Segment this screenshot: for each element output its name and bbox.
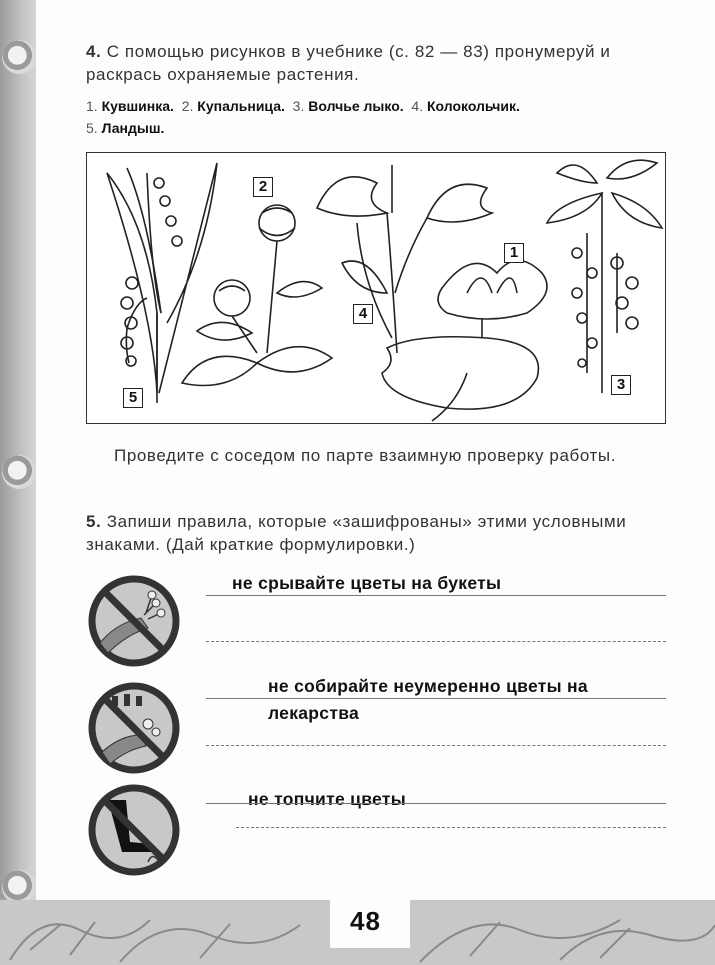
plant-label-1: 1 — [504, 243, 524, 263]
binder-ring — [2, 455, 36, 489]
answer-3-line-1: не топчите цветы — [248, 789, 406, 809]
peer-check-text: Проведите с соседом по парте взаимную проверку работы. — [114, 446, 617, 465]
task-5-text — [86, 510, 666, 556]
protected-plants-list — [86, 95, 666, 139]
answer-line — [206, 698, 666, 699]
binder-ring — [2, 40, 36, 74]
plant-number: 3. — [292, 98, 305, 114]
task-4-instruction: С помощью рисунков в учебнике (с. 82 — 83) пронумеруй и раскрась охраняемые растения. — [86, 42, 611, 84]
answer-2-line-2: лекарства — [268, 703, 360, 723]
plant-number: 1. — [86, 98, 98, 114]
plant-number: 5. — [86, 120, 98, 136]
binder-ring — [2, 870, 36, 904]
answer-1-line-1: не срывайте цветы на букеты — [232, 573, 502, 593]
task-4-text — [86, 40, 666, 86]
water-lily-drawing — [382, 261, 547, 422]
no-picking-bouquets-icon — [86, 573, 182, 669]
answer-line — [236, 827, 666, 828]
plants-illustration — [86, 152, 666, 424]
plant-name: Купальница. — [197, 98, 285, 114]
task-5-instruction: Запиши правила, которые «зашифрованы» этими условными знаками. (Дай краткие формулировки.) — [86, 512, 627, 554]
plant-number: 2. — [181, 98, 194, 114]
plant-number: 4. — [411, 98, 424, 114]
plant-name: Колокольчик. — [427, 98, 520, 114]
answer-line — [206, 803, 666, 804]
answer-2-line-1: не собирайте неумеренно цветы на — [268, 676, 588, 696]
bellflower-drawing — [317, 165, 492, 353]
answer-line — [206, 641, 666, 642]
daphne-drawing — [547, 160, 662, 393]
task-5-number: 5. — [86, 512, 102, 531]
plant-name: Кувшинка. — [101, 98, 174, 114]
plant-label-5: 5 — [123, 388, 143, 408]
plant-label-2: 2 — [253, 177, 273, 197]
plant-label-3: 3 — [611, 375, 631, 395]
plant-label-4: 4 — [353, 304, 373, 324]
plant-name: Волчье лыко. — [308, 98, 404, 114]
answer-line — [206, 745, 666, 746]
answer-line — [206, 595, 666, 596]
no-collecting-medicinal-flowers-icon — [86, 680, 182, 776]
page-number: 48 — [350, 906, 381, 936]
task-4-number: 4. — [86, 42, 102, 61]
lily-of-the-valley-drawing — [107, 163, 217, 403]
plant-name: Ландыш. — [101, 120, 165, 136]
no-trampling-flowers-icon — [86, 782, 182, 878]
